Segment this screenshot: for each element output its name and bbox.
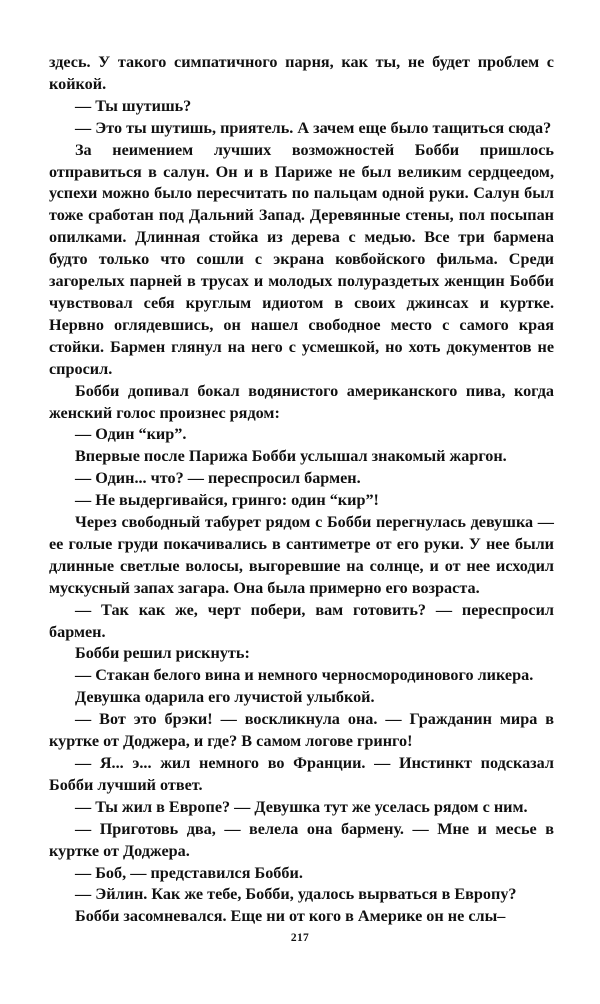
body-text	[49, 52, 554, 928]
paragraph-narration: Впервые после Парижа Бобби услышал знакомый жаргон.	[75, 447, 507, 466]
page-number: 217	[290, 932, 310, 944]
paragraph-dialogue: — Ты жил в Европе? — Девушка тут же уселась рядом с ним.	[75, 797, 528, 816]
paragraph-narration: Девушка одарила его лучистой улыбкой.	[75, 688, 375, 707]
paragraph-dialogue: — Так как же, черт побери, вам готовить? — переспросил бармен.	[49, 600, 554, 641]
paragraph-narration: Бобби решил рискнуть:	[75, 644, 250, 663]
paragraph-narration: Бобби допивал бокал водянистого американского пива, когда женский голос произнес рядом:	[49, 381, 554, 422]
paragraph-dialogue: — Один... что? — переспросил бармен.	[75, 469, 361, 488]
paragraph-dialogue: — Один “кир”.	[75, 425, 187, 444]
paragraph-dialogue: — Вот это брэки! — воскликнула она. — Гражданин мира в куртке от Доджера, и где? В самом логове гринго!	[49, 710, 554, 751]
paragraph-narration: За неимением лучших возможностей Бобби пришлось отправиться в салун. Он и в Париже не был великим сердцеедом, успехи можно было пересчитать по пальцам одной руки. Салун был тоже сработан под Дальний Запад. Деревянные стены, пол посыпан опилками. Длинная стойка из дерева с медью. Все три бармена будто только что сошли с экрана ковбойского фильма. Среди загорелых парней в трусах и молодых полураздетых женщин Бобби чувствовал себя круглым идиотом в своих джинсах и куртке. Нервно оглядевшись, он нашел свободное место с самого края стойки. Бармен глянул на него с усмешкой, но хоть документов не спросил.	[49, 140, 554, 378]
paragraph-dialogue: — Приготовь два, — велела она бармену. — Мне и месье в куртке от Доджера.	[49, 819, 554, 860]
paragraph-dialogue: — Ты шутишь?	[75, 96, 192, 115]
paragraph-dialogue: — Я... э... жил немного во Франции. — Инстинкт подсказал Бобби лучший ответ.	[49, 754, 554, 794]
paragraph-dialogue: — Это ты шутишь, приятель. А зачем еще было тащиться сюда?	[75, 118, 552, 137]
paragraph-narration: Через свободный табурет рядом с Бобби перегнулась девушка — ее голые груди покачивались в сантиметре от его руки. У нее были длинные светлые волосы, выгоревшие на солнце, и от нее исходил мускусный запах загара. Она была примерно его возраста.	[49, 513, 554, 597]
paragraph-narration: Бобби засомневался. Еще ни от кого в Америке он не слы–	[75, 907, 506, 926]
paragraph-continuation: здесь. У такого симпатичного парня, как ты, не будет проблем с койкой.	[49, 53, 554, 93]
paragraph-dialogue: — Стакан белого вина и немного черносмородинового ликера.	[75, 666, 534, 685]
paragraph-dialogue: — Эйлин. Как же тебе, Бобби, удалось вырваться в Европу?	[75, 885, 517, 904]
paragraph-dialogue: — Боб, — представился Бобби.	[75, 863, 303, 882]
paragraph-dialogue: — Не выдергивайся, гринго: один “кир”!	[75, 491, 379, 510]
